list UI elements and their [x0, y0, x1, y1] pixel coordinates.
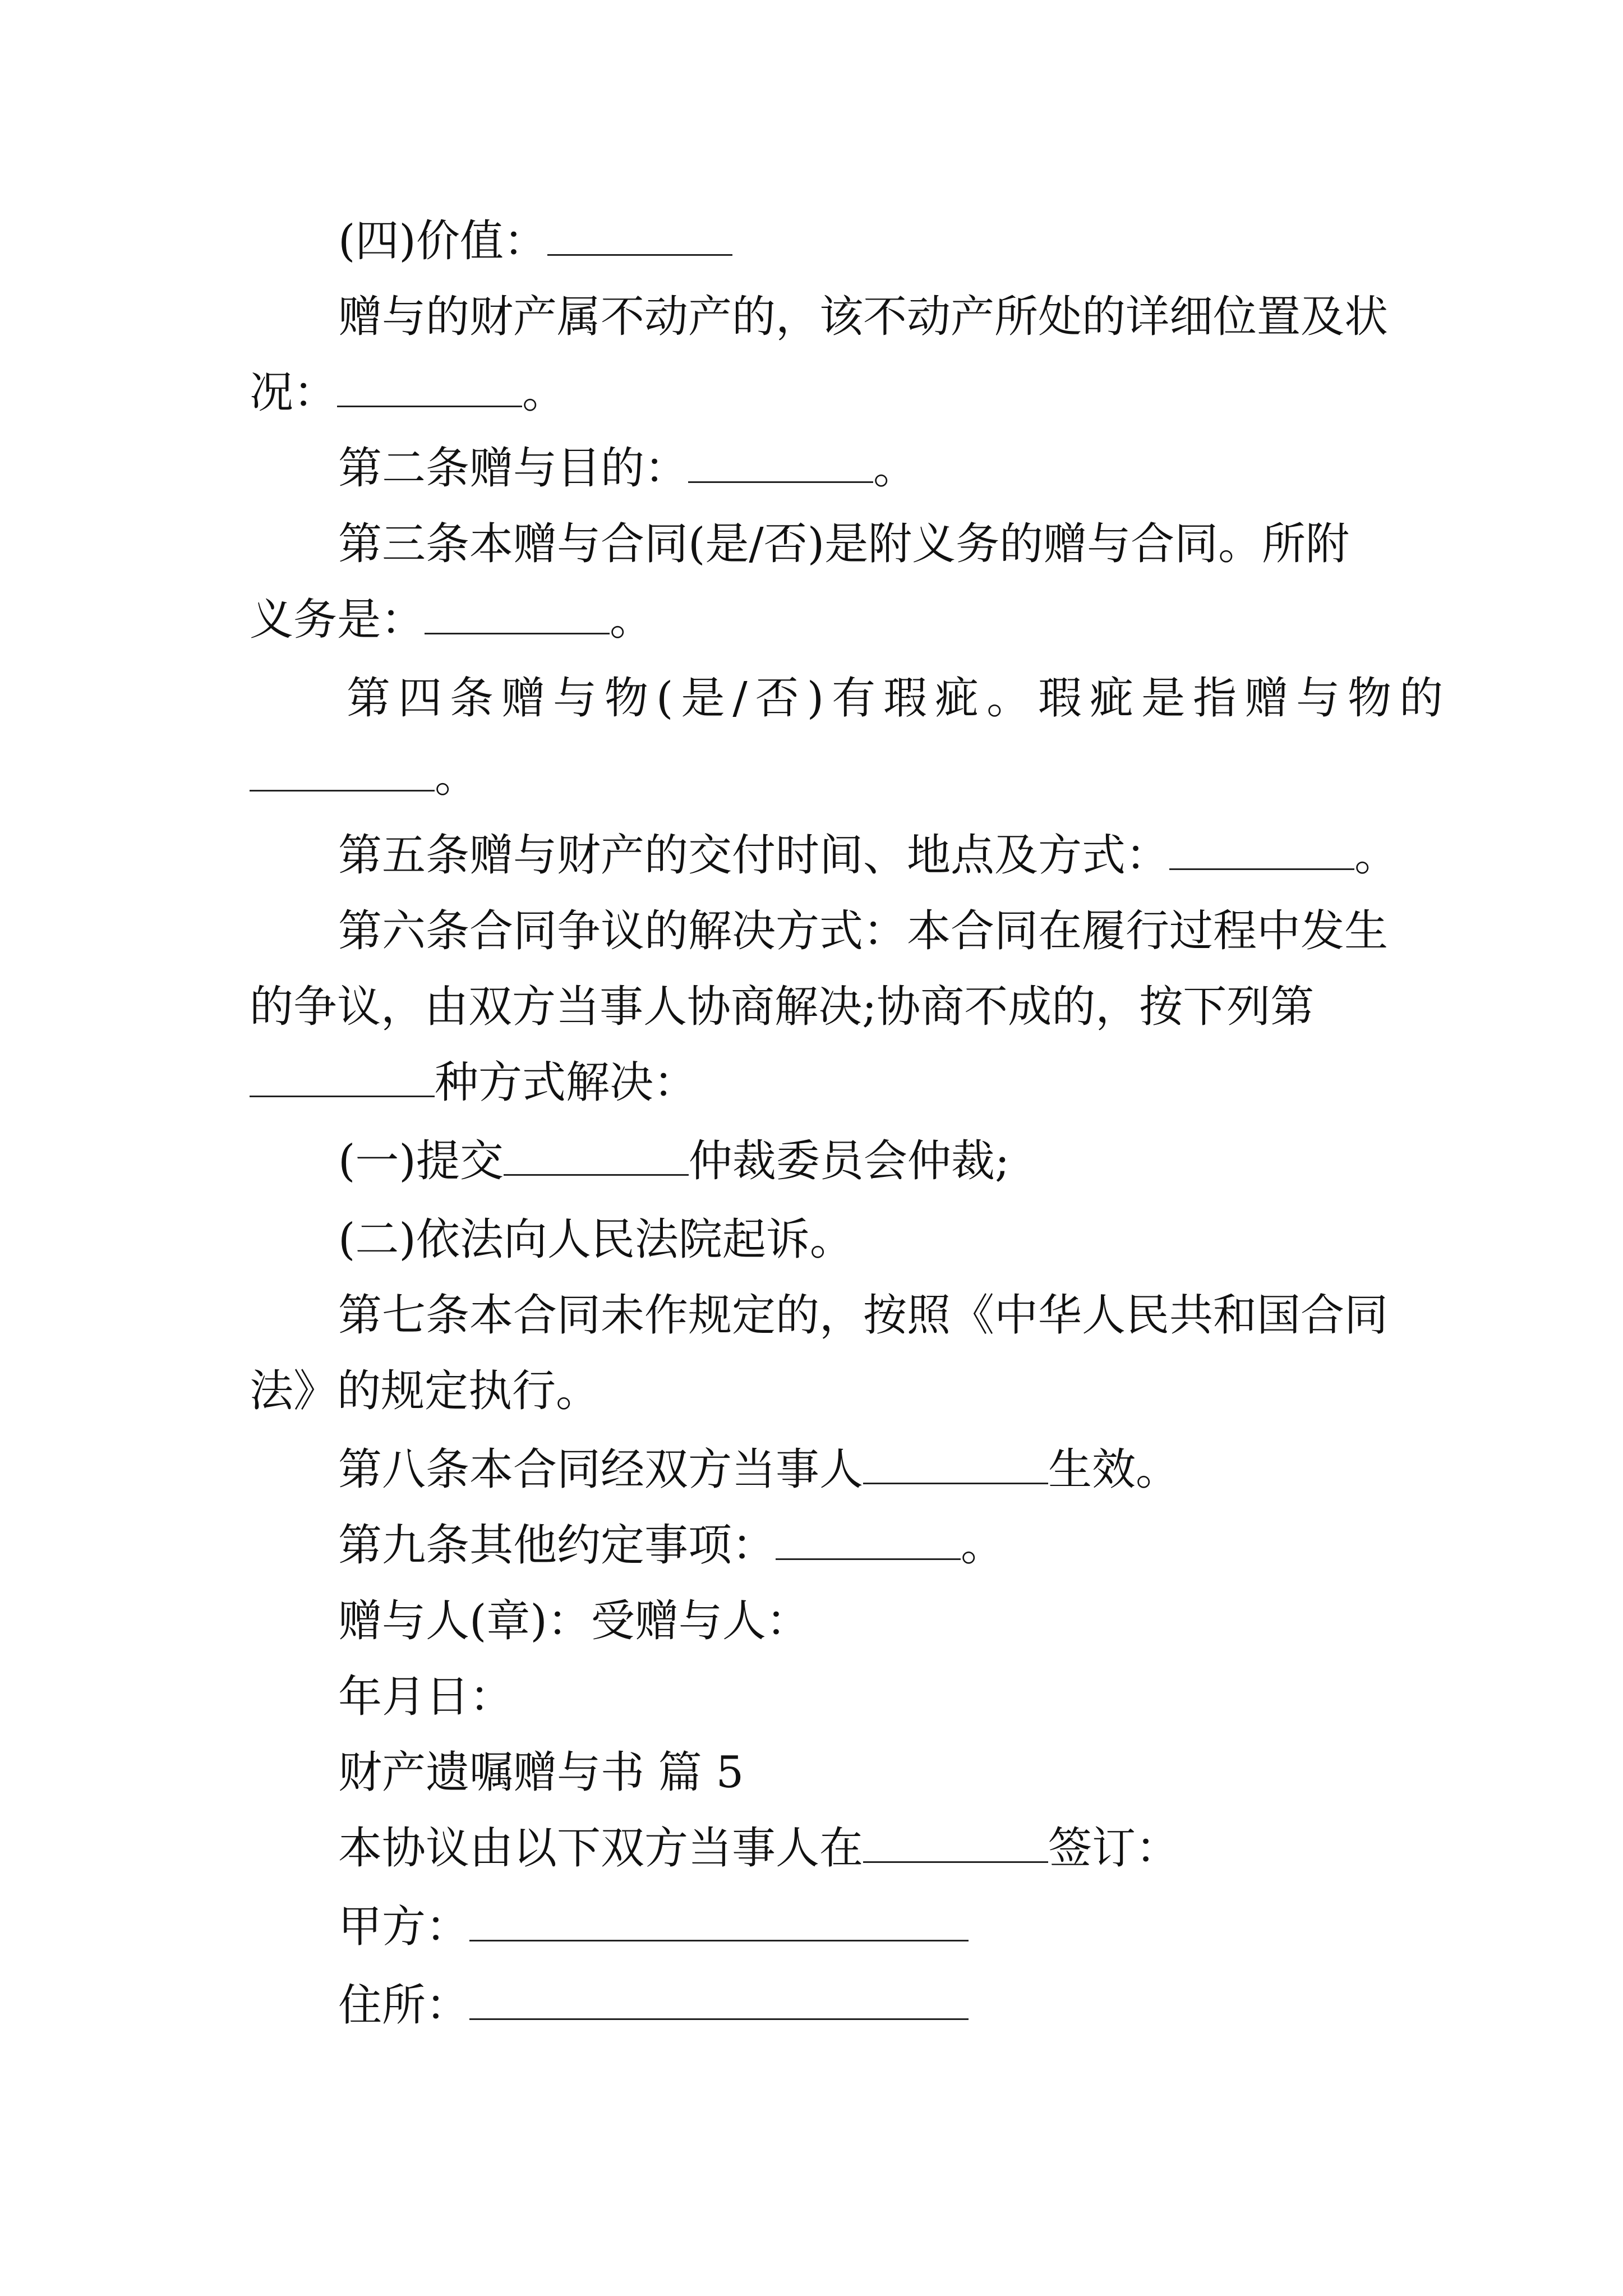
agreement-blank: [863, 1826, 1048, 1863]
article-9-blank: [776, 1524, 961, 1560]
value-blank: [547, 219, 732, 256]
article-8-label: 第八条本合同经双方当事人: [338, 1444, 864, 1495]
lawsuit-text: (二)依法向人民法院起诉。: [338, 1214, 854, 1265]
agreement-label: 本协议由以下双方当事人在: [338, 1823, 864, 1874]
real-estate-line: [338, 289, 1388, 345]
article-3-text: 第三条本赠与合同(是/否)是附义务的赠与合同。所附: [338, 519, 1350, 569]
article-6-line: [338, 903, 1388, 959]
condition-end: 。: [522, 367, 566, 418]
article-5-end: 。: [1354, 830, 1399, 881]
section-heading-text: 财产遗嘱赠与书 篇 5: [338, 1747, 744, 1798]
article-4-line: [347, 670, 1451, 726]
agreement-line: [338, 1820, 1179, 1876]
defect-blank: [250, 755, 435, 792]
real-estate-text: 赠与的财产属不动产的，该不动产所处的详细位置及状: [338, 292, 1389, 342]
defect-end: 。: [435, 752, 479, 802]
address-line: [338, 1977, 969, 2033]
article-6-text: 第六条合同争议的解决方式：本合同在履行过程中发生: [338, 906, 1389, 956]
article-2-line: [338, 440, 917, 496]
article-2-label: 第二条赠与目的：: [338, 443, 689, 494]
section-heading: [338, 1745, 744, 1801]
obligation-blank: [425, 598, 610, 634]
agreement-end: 签订：: [1048, 1823, 1180, 1874]
value-line: [338, 213, 732, 269]
party-a-line: [338, 1899, 969, 1955]
date-text: 年月日：: [338, 1672, 514, 1722]
obligation-line: [250, 592, 653, 648]
article-2-blank: [688, 447, 873, 483]
dispute-line: [250, 979, 1314, 1035]
article-9-label: 第九条其他约定事项：: [338, 1520, 776, 1571]
obligation-end: 。: [610, 595, 654, 645]
article-2-end: 。: [873, 443, 917, 494]
lawsuit-line: [338, 1212, 854, 1268]
signature-line: [338, 1593, 810, 1649]
address-label: 住所：: [338, 1980, 470, 2031]
dispute-text: 的争议，由双方当事人协商解决;协商不成的，按下列第: [250, 982, 1315, 1032]
article-5-blank: [1169, 834, 1354, 870]
article-8-blank: [863, 1448, 1048, 1484]
article-3-line: [338, 516, 1349, 572]
date-line: [338, 1669, 513, 1725]
article-8-end: 生效。: [1048, 1444, 1180, 1495]
law-text: 法》的规定执行。: [250, 1366, 600, 1416]
party-a-label: 甲方：: [338, 1902, 470, 1952]
article-5-line: [338, 827, 1398, 884]
arbitration-blank: [504, 1139, 689, 1176]
address-blank: [469, 1984, 969, 2020]
signature-text: 赠与人(章)：受赠与人：: [338, 1596, 810, 1646]
arbitration-label: (一)提交: [338, 1136, 504, 1186]
arbitration-end: 仲裁委员会仲裁;: [688, 1136, 1010, 1186]
article-4-text: 第四条赠与物(是/否)有瑕疵。瑕疵是指赠与物的: [347, 673, 1451, 724]
article-8-line: [338, 1442, 1179, 1498]
article-9-line: [338, 1517, 1004, 1573]
party-a-blank: [469, 1905, 969, 1941]
method-line: [250, 1055, 697, 1111]
defect-line: [250, 749, 478, 805]
article-7-text: 第七条本合同未作规定的，按照《中华人民共和国合同: [338, 1290, 1389, 1341]
value-label: (四)价值：: [338, 216, 547, 266]
condition-line: [250, 365, 566, 421]
condition-label: 况：: [250, 367, 338, 418]
method-end: 种方式解决：: [435, 1057, 698, 1108]
arbitration-line: [338, 1133, 1009, 1189]
obligation-label: 义务是：: [250, 595, 425, 645]
condition-blank: [337, 371, 522, 407]
article-7-line: [338, 1287, 1388, 1343]
law-line: [250, 1363, 600, 1419]
method-blank: [250, 1061, 435, 1097]
article-5-label: 第五条赠与财产的交付时间、地点及方式：: [338, 830, 1170, 881]
article-9-end: 。: [961, 1520, 1005, 1571]
